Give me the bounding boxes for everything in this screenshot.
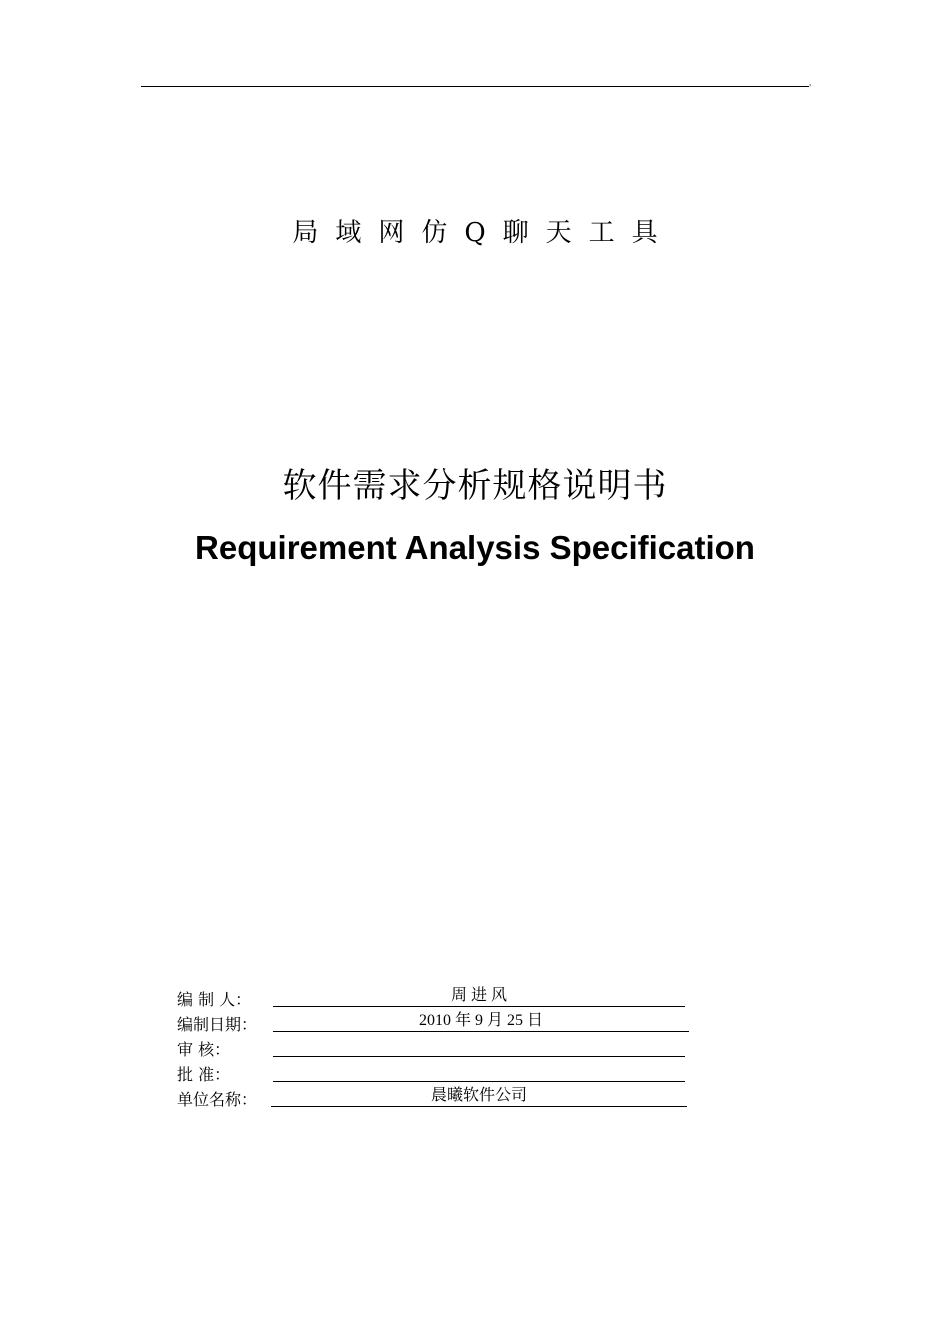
document-title-english: Requirement Analysis Specification (195, 529, 755, 566)
author-value: 周 进 风 (273, 985, 685, 1007)
date-value: 2010 年 9 月 25 日 (273, 1010, 689, 1032)
organization-value: 晨曦软件公司 (271, 1085, 687, 1107)
review-label: 审 核： (177, 1040, 231, 1059)
info-row-review (177, 1035, 697, 1060)
author-label: 编 制 人： (177, 990, 252, 1009)
info-row-date (177, 1010, 697, 1035)
date-label: 编制日期： (177, 1015, 258, 1034)
approval-value (273, 1060, 685, 1082)
approval-label: 批 准： (177, 1065, 231, 1084)
header-mark: ' (809, 83, 812, 92)
info-row-approval (177, 1060, 697, 1085)
document-info-block (177, 985, 697, 1110)
info-row-organization (177, 1085, 697, 1110)
organization-label: 单位名称： (177, 1090, 258, 1109)
document-title-chinese: 软件需求分析规格说明书 (282, 466, 668, 506)
header-rule (141, 86, 809, 87)
review-value (273, 1035, 685, 1057)
info-row-author (177, 985, 697, 1010)
project-title: 局域网仿Q聊天工具 (292, 218, 675, 248)
